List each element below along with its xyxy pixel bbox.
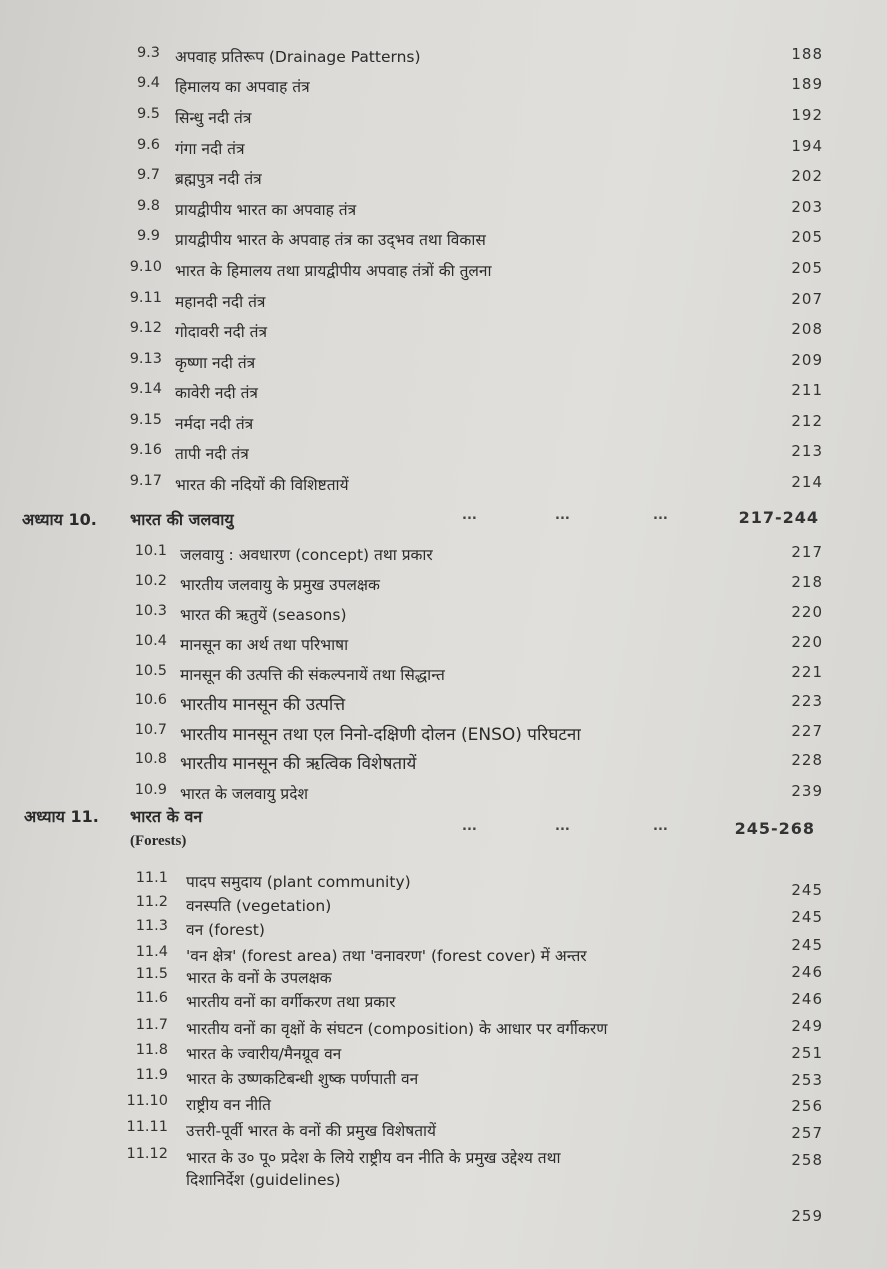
page-number: 246 bbox=[791, 963, 823, 981]
page-number: 258 bbox=[791, 1151, 823, 1169]
toc-entry bbox=[0, 473, 887, 497]
section-number: 11.3 bbox=[135, 918, 168, 934]
chapter-label: अध्याय 10. bbox=[22, 510, 97, 529]
section-title: भारतीय वनों का वर्गीकरण तथा प्रकार bbox=[186, 993, 396, 1011]
section-number: 9.13 bbox=[129, 351, 162, 367]
page-number: 245 bbox=[791, 908, 823, 926]
section-title: पादप समुदाय (plant community) bbox=[186, 873, 411, 891]
toc-entry bbox=[0, 75, 887, 99]
section-title: भारत के वनों के उपलक्षक bbox=[186, 969, 332, 987]
section-number: 10.2 bbox=[134, 573, 167, 589]
section-number: 11.8 bbox=[135, 1042, 168, 1058]
section-number: 11.4 bbox=[135, 944, 168, 960]
section-number: 10.8 bbox=[134, 751, 167, 767]
section-number: 9.15 bbox=[129, 412, 162, 428]
toc-entry bbox=[0, 663, 887, 687]
page-number: 245 bbox=[791, 936, 823, 954]
leader-dots: ... bbox=[653, 508, 668, 523]
section-title: उत्तरी-पूर्वी भारत के वनों की प्रमुख विशेषतायें bbox=[186, 1122, 437, 1140]
section-number: 10.9 bbox=[134, 782, 167, 798]
chapter-pages: 217-244 bbox=[738, 508, 819, 527]
section-number: 11.5 bbox=[135, 966, 168, 982]
page-number: 227 bbox=[791, 722, 823, 740]
section-number: 10.5 bbox=[134, 663, 167, 679]
toc-entry bbox=[0, 692, 887, 716]
leader-dots: ... bbox=[462, 508, 477, 523]
section-title: भारत के जलवायु प्रदेश bbox=[180, 785, 308, 803]
toc-entry bbox=[0, 351, 887, 375]
section-title: राष्ट्रीय वन नीति bbox=[186, 1096, 271, 1114]
section-number: 10.3 bbox=[134, 603, 167, 619]
section-title: 'वन क्षेत्र' (forest area) तथा 'वनावरण' (forest cover) में अन्तर bbox=[186, 947, 587, 965]
toc-entry bbox=[0, 106, 887, 130]
chapter-title: भारत के वन bbox=[130, 807, 203, 826]
section-title: भारत के उष्णकटिबन्धी शुष्क पर्णपाती वन bbox=[186, 1070, 419, 1088]
section-title: कावेरी नदी तंत्र bbox=[175, 384, 258, 402]
section-number: 11.11 bbox=[126, 1119, 168, 1135]
section-number: 9.8 bbox=[136, 198, 160, 214]
section-title: मानसून की उत्पत्ति की संकल्पनायें तथा सिद्धान्त bbox=[180, 666, 445, 684]
section-number: 11.10 bbox=[126, 1093, 168, 1109]
page-number: 211 bbox=[791, 381, 823, 399]
section-title: भारतीय मानसून तथा एल निनो-दक्षिणी दोलन (ENSO) परिघटना bbox=[180, 725, 581, 745]
section-title-continued: दिशानिर्देश (guidelines) bbox=[186, 1171, 341, 1189]
toc-entry bbox=[0, 543, 887, 567]
page-number: 214 bbox=[791, 473, 823, 491]
section-number: 9.9 bbox=[136, 228, 160, 244]
section-number: 9.5 bbox=[136, 106, 160, 122]
section-title: सिन्धु नदी तंत्र bbox=[175, 109, 252, 127]
section-title: हिमालय का अपवाह तंत्र bbox=[175, 78, 310, 96]
page-number: 209 bbox=[791, 351, 823, 369]
toc-entry bbox=[0, 722, 887, 746]
section-title: महानदी नदी तंत्र bbox=[175, 293, 266, 311]
leader-dots: ... bbox=[555, 819, 570, 834]
toc-entry bbox=[0, 290, 887, 314]
page-number: 259 bbox=[791, 1207, 823, 1225]
leader-dots: ... bbox=[555, 508, 570, 523]
page-number: 223 bbox=[791, 692, 823, 710]
section-number: 9.16 bbox=[129, 442, 162, 458]
chapter-11-heading bbox=[0, 805, 887, 849]
section-title: भारत के उ० पू० प्रदेश के लिये राष्ट्रीय वन नीति के प्रमुख उद्देश्य तथा bbox=[186, 1149, 561, 1167]
section-number: 9.17 bbox=[129, 473, 162, 489]
section-title: भारतीय मानसून की उत्पत्ति bbox=[180, 695, 346, 715]
section-title: अपवाह प्रतिरूप (Drainage Patterns) bbox=[175, 48, 421, 66]
section-title: प्रायद्वीपीय भारत का अपवाह तंत्र bbox=[175, 201, 357, 219]
section-title: ब्रह्मपुत्र नदी तंत्र bbox=[175, 170, 262, 188]
toc-entry bbox=[0, 782, 887, 806]
page-number: 220 bbox=[791, 603, 823, 621]
section-title: गंगा नदी तंत्र bbox=[175, 140, 245, 158]
toc-entry bbox=[0, 1146, 887, 1225]
toc-entry bbox=[0, 412, 887, 436]
toc-entry bbox=[0, 751, 887, 775]
section-number: 9.11 bbox=[129, 290, 162, 306]
toc-entry bbox=[0, 603, 887, 627]
toc-entry bbox=[0, 198, 887, 222]
page-number: 251 bbox=[791, 1044, 823, 1062]
section-title: नर्मदा नदी तंत्र bbox=[175, 415, 254, 433]
section-title: तापी नदी तंत्र bbox=[175, 445, 249, 463]
page-number: 245 bbox=[791, 881, 823, 899]
section-number: 11.2 bbox=[135, 894, 168, 910]
page-number: 220 bbox=[791, 633, 823, 651]
section-title: कृष्णा नदी तंत्र bbox=[175, 354, 256, 372]
page-number: 188 bbox=[791, 45, 823, 63]
page-number: 203 bbox=[791, 198, 823, 216]
page-number: 218 bbox=[791, 573, 823, 591]
section-number: 11.7 bbox=[135, 1017, 168, 1033]
section-number: 11.6 bbox=[135, 990, 168, 1006]
page-number: 246 bbox=[791, 990, 823, 1008]
page-number: 221 bbox=[791, 663, 823, 681]
section-number: 9.3 bbox=[136, 45, 160, 61]
section-number: 10.1 bbox=[134, 543, 167, 559]
toc-entry bbox=[0, 320, 887, 344]
page-number: 257 bbox=[791, 1124, 823, 1142]
page-number: 205 bbox=[791, 228, 823, 246]
page-number: 217 bbox=[791, 543, 823, 561]
leader-dots: ... bbox=[653, 819, 668, 834]
section-title: भारतीय जलवायु के प्रमुख उपलक्षक bbox=[180, 576, 380, 594]
section-title: भारत की नदियों की विशिष्टतायें bbox=[175, 476, 349, 494]
page-number: 205 bbox=[791, 259, 823, 277]
section-number: 9.7 bbox=[136, 167, 160, 183]
chapter-10-heading bbox=[0, 508, 887, 532]
toc-entry bbox=[0, 573, 887, 597]
section-number: 10.4 bbox=[134, 633, 167, 649]
page-number: 207 bbox=[791, 290, 823, 308]
section-number: 9.10 bbox=[129, 259, 162, 275]
section-number: 11.1 bbox=[135, 870, 168, 886]
page-number: 194 bbox=[791, 137, 823, 155]
chapter-subtitle: (Forests) bbox=[130, 833, 187, 849]
toc-entry bbox=[0, 167, 887, 191]
section-number: 9.14 bbox=[129, 381, 162, 397]
section-title: जलवायु : अवधारण (concept) तथा प्रकार bbox=[180, 546, 433, 564]
section-number: 9.12 bbox=[129, 320, 162, 336]
page-number: 208 bbox=[791, 320, 823, 338]
page-number: 239 bbox=[791, 782, 823, 800]
section-number: 10.7 bbox=[134, 722, 167, 738]
section-title: मानसून का अर्थ तथा परिभाषा bbox=[180, 636, 349, 654]
page-number: 202 bbox=[791, 167, 823, 185]
section-title: भारत की ऋतुयें (seasons) bbox=[180, 606, 347, 624]
page-number: 212 bbox=[791, 412, 823, 430]
toc-entry bbox=[0, 228, 887, 252]
toc-entry bbox=[0, 137, 887, 161]
section-title: प्रायद्वीपीय भारत के अपवाह तंत्र का उद्‌भव तथा विकास bbox=[175, 231, 486, 249]
section-number: 11.9 bbox=[135, 1067, 168, 1083]
toc-entry bbox=[0, 442, 887, 466]
page-number: 189 bbox=[791, 75, 823, 93]
section-title: भारतीय मानसून की ऋत्विक विशेषतायें bbox=[180, 754, 417, 774]
toc-entry bbox=[0, 633, 887, 657]
chapter-title: भारत की जलवायु bbox=[130, 510, 234, 529]
section-number: 11.12 bbox=[126, 1146, 168, 1162]
section-title: गोदावरी नदी तंत्र bbox=[175, 323, 268, 341]
toc-entry bbox=[0, 870, 887, 899]
section-number: 9.6 bbox=[136, 137, 160, 153]
chapter-pages: 245-268 bbox=[734, 819, 815, 838]
section-title: भारत के ज्वारीय/मैनग्रूव वन bbox=[186, 1045, 342, 1063]
section-title: भारत के हिमालय तथा प्रायद्वीपीय अपवाह तंत्रों की तुलना bbox=[175, 262, 492, 280]
section-number: 9.4 bbox=[136, 75, 160, 91]
page-number: 256 bbox=[791, 1097, 823, 1115]
leader-dots: ... bbox=[462, 819, 477, 834]
toc-entry bbox=[0, 381, 887, 405]
toc-entry bbox=[0, 259, 887, 283]
section-title: वनस्पति (vegetation) bbox=[186, 897, 332, 915]
toc-entry bbox=[0, 45, 887, 69]
section-title: भारतीय वनों का वृक्षों के संघटन (composition) के आधार पर वर्गीकरण bbox=[186, 1020, 608, 1038]
page-number: 253 bbox=[791, 1071, 823, 1089]
chapter-label: अध्याय 11. bbox=[24, 807, 99, 826]
page-number: 249 bbox=[791, 1017, 823, 1035]
section-number: 10.6 bbox=[134, 692, 167, 708]
page-number: 228 bbox=[791, 751, 823, 769]
page-number: 213 bbox=[791, 442, 823, 460]
page-number: 192 bbox=[791, 106, 823, 124]
section-title: वन (forest) bbox=[186, 921, 265, 939]
